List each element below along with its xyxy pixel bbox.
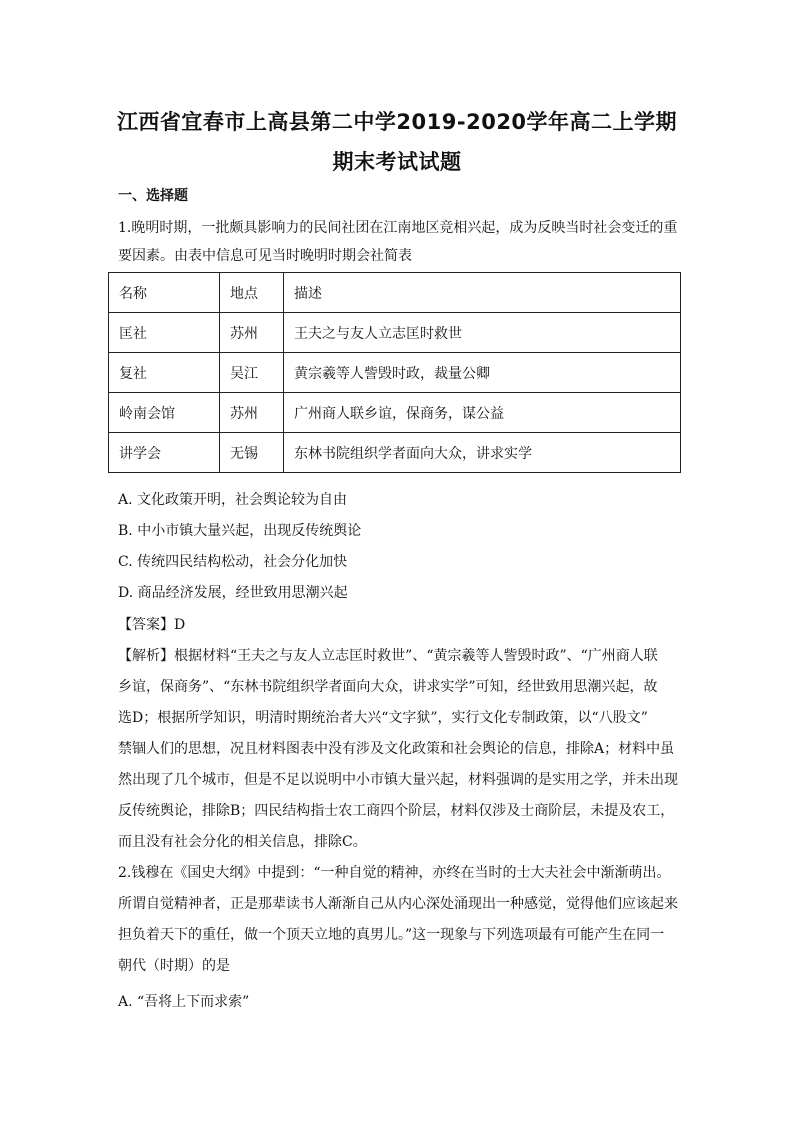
document-title-line1: 江西省宜春市上高县第二中学2019-2020学年高二上学期 [116, 110, 678, 134]
q1-option-d: D. 商品经济发展，经世致用思潮兴起 [118, 585, 348, 601]
q1-option-b: B. 中小市镇大量兴起，出现反传统舆论 [118, 523, 362, 539]
q1-analysis-line: 【解析】根据材料“王夫之与友人立志匡时救世”、“黄宗羲等人訾毁时政”、“广州商人联 [118, 648, 658, 664]
q2-stem-line: 朝代（时期）的是 [118, 958, 230, 974]
table-row [109, 353, 681, 393]
q1-option-c: C. 传统四民结构松动，社会分化加快 [118, 554, 348, 570]
table-cell: 讲学会 [109, 433, 220, 473]
table-cell: 广州商人联乡谊，保商务，谋公益 [284, 393, 681, 433]
table-header-cell: 地点 [220, 273, 284, 313]
society-table [108, 272, 681, 473]
q2-stem-line: 担负着天下的重任，做一个顶天立地的真男儿。”这一现象与下列选项最有可能产生在同一 [118, 927, 665, 943]
q1-analysis-line: 乡谊，保商务”、“东林书院组织学者面向大众，讲求实学”可知，经世致用思潮兴起，故 [118, 679, 658, 695]
table-header-row [109, 273, 681, 313]
table-row [109, 313, 681, 353]
q1-analysis-line: 禁锢人们的思想，况且材料图表中没有涉及文化政策和社会舆论的信息，排除A；材料中虽 [118, 741, 675, 757]
table-row [109, 393, 681, 433]
table-cell: 无锡 [220, 433, 284, 473]
q1-answer: 【答案】D [118, 617, 186, 633]
q2-stem-line: 所谓自觉精神者，正是那辈读书人渐渐自己从内心深处涌现出一种感觉，觉得他们应该起来 [118, 896, 678, 912]
document-title-line2: 期末考试试题 [332, 150, 462, 174]
table-cell: 复社 [109, 353, 220, 393]
table-header-cell: 名称 [109, 273, 220, 313]
table-cell: 黄宗羲等人訾毁时政，裁量公卿 [284, 353, 681, 393]
table-cell: 吴江 [220, 353, 284, 393]
section-heading: 一、选择题 [118, 188, 188, 204]
q1-analysis-line: 然出现了几个城市，但是不足以说明中小市镇大量兴起，材料强调的是实用之学，并未出现 [118, 772, 678, 788]
q1-stem-line1: 1.晚明时期，一批颇具影响力的民间社团在江南地区竞相兴起，成为反映当时社会变迁的重 [118, 220, 678, 236]
table-row [109, 433, 681, 473]
q2-option-a: A. “吾将上下而求索” [118, 994, 250, 1010]
q1-option-a: A. 文化政策开明，社会舆论较为自由 [118, 492, 348, 508]
table-cell: 苏州 [220, 393, 284, 433]
table-cell: 岭南会馆 [109, 393, 220, 433]
q1-analysis-line: 选D；根据所学知识，明清时期统治者大兴“文字狱”，实行文化专制政策，以“八股文” [118, 710, 648, 726]
table-cell: 王夫之与友人立志匡时救世 [284, 313, 681, 353]
table-cell: 东林书院组织学者面向大众，讲求实学 [284, 433, 681, 473]
q2-stem-line: 2.钱穆在《国史大纲》中提到：“一种自觉的精神，亦终在当时的士大夫社会中渐渐萌出。 [118, 865, 671, 881]
table-cell: 匡社 [109, 313, 220, 353]
q1-analysis-line: 而且没有社会分化的相关信息，排除C。 [118, 834, 367, 850]
table-cell: 苏州 [220, 313, 284, 353]
table-header-cell: 描述 [284, 273, 681, 313]
q1-analysis-line: 反传统舆论，排除B；四民结构指士农工商四个阶层，材料仅涉及士商阶层，未提及农工， [118, 803, 675, 819]
q1-stem-line2: 要因素。由表中信息可见当时晚明时期会社简表 [118, 248, 412, 264]
